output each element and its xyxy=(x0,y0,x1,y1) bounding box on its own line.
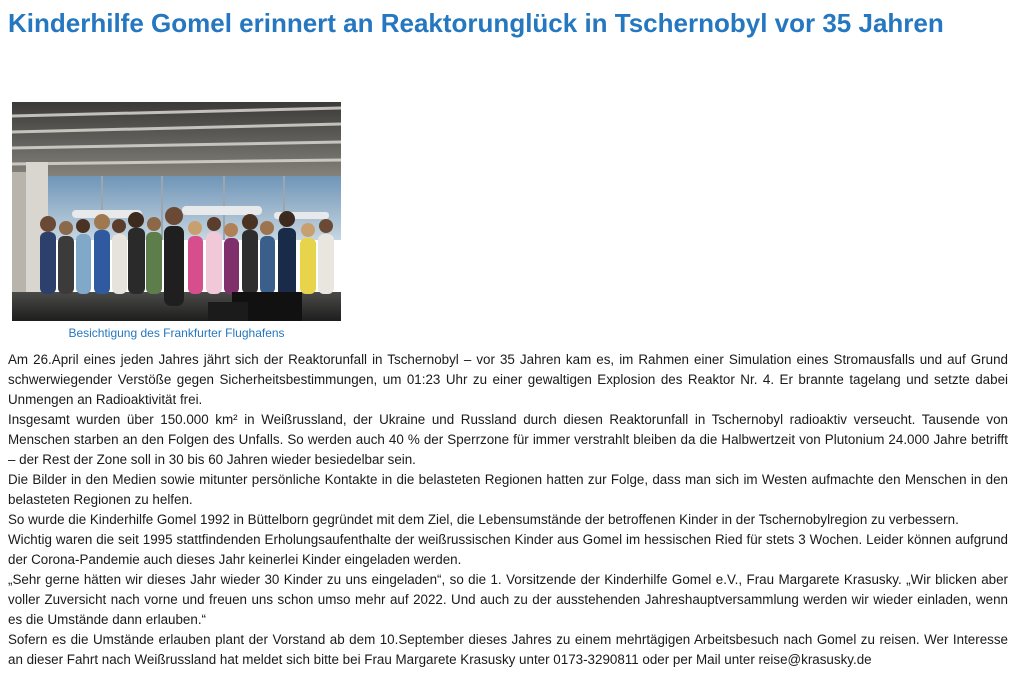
article-title: Kinderhilfe Gomel erinnert an Reaktorunglück in Tschernobyl vor 35 Jahren xyxy=(8,8,944,38)
paragraph: Die Bilder in den Medien sowie mitunter persönliche Kontakte in die belasteten Regionen hatten zur Folge, dass man sich im Westen aufmachte den Menschen in den belasteten Regionen zu helfen. xyxy=(8,472,1008,507)
image-caption: Besichtigung des Frankfurter Flughafens xyxy=(68,326,285,340)
paragraph: Sofern es die Umstände erlauben plant der Vorstand ab dem 10.September dieses Jahres zu einem mehrtägigen Arbeitsbesuch nach Gomel zu reisen. Wer Interesse an dieser Fahrt nach Weißrussland hat meldet sich bitte bei Frau Margarete Krasusky unter 0173-3290811 oder per Mail unter reise@krasusky.de xyxy=(8,632,1008,667)
paragraph: „Sehr gerne hätten wir dieses Jahr wieder 30 Kinder zu uns eingeladen“, so die 1. Vorsitzende der Kinderhilfe Gomel e.V., Frau Margarete Krasusky. „Wir blicken aber voller Zuversicht nach vorne und freuen uns schon umso mehr auf 2022. Und auch zu der ausstehenden Jahreshauptversammlung werden wir wieder einladen, wenn es die Umstände dann erlauben.“ xyxy=(8,572,1008,627)
article-body xyxy=(8,350,1008,670)
paragraph: Am 26.April eines jeden Jahres jährt sich der Reaktorunfall in Tschernobyl – vor 35 Jahren kam es, im Rahmen einer Simulation eines Stromausfalls und auf Grund schwerwiegender Verstöße gegen Sicherheitsbestimmungen, um 01:23 Uhr zu einer gewaltigen Explosion des Reaktor Nr. 4. Er brannte tagelang und setzte dabei Unmengen an Radioaktivität frei. xyxy=(8,352,1008,407)
paragraph: So wurde die Kinderhilfe Gomel 1992 in Büttelborn gegründet mit dem Ziel, die Lebensumstände der betroffenen Kinder in der Tschernobylregion zu verbessern. xyxy=(8,512,959,527)
paragraph: Insgesamt wurden über 150.000 km² in Weißrussland, der Ukraine und Russland durch diesen Reaktorunfall in Tschernobyl radioaktiv verseucht. Tausende von Menschen starben an den Folgen des Unfalls. So werden auch 40 % der Sperrzone für immer verstrahlt bleiben da die Halbwertzeit von Plutonium 24.000 Jahre betrifft – der Rest der Zone soll in 30 bis 60 Jahren wieder besiedelbar sein. xyxy=(8,412,1008,467)
article-figure xyxy=(12,102,341,341)
paragraph: Wichtig waren die seit 1995 stattfindenden Erholungsaufenthalte der weißrussischen Kinder aus Gomel im hessischen Ried für stets 3 Wochen. Leider können aufgrund der Corona-Pandemie auch dieses Jahr keinerlei Kinder eingeladen werden. xyxy=(8,532,1008,567)
group-photo xyxy=(12,102,341,321)
